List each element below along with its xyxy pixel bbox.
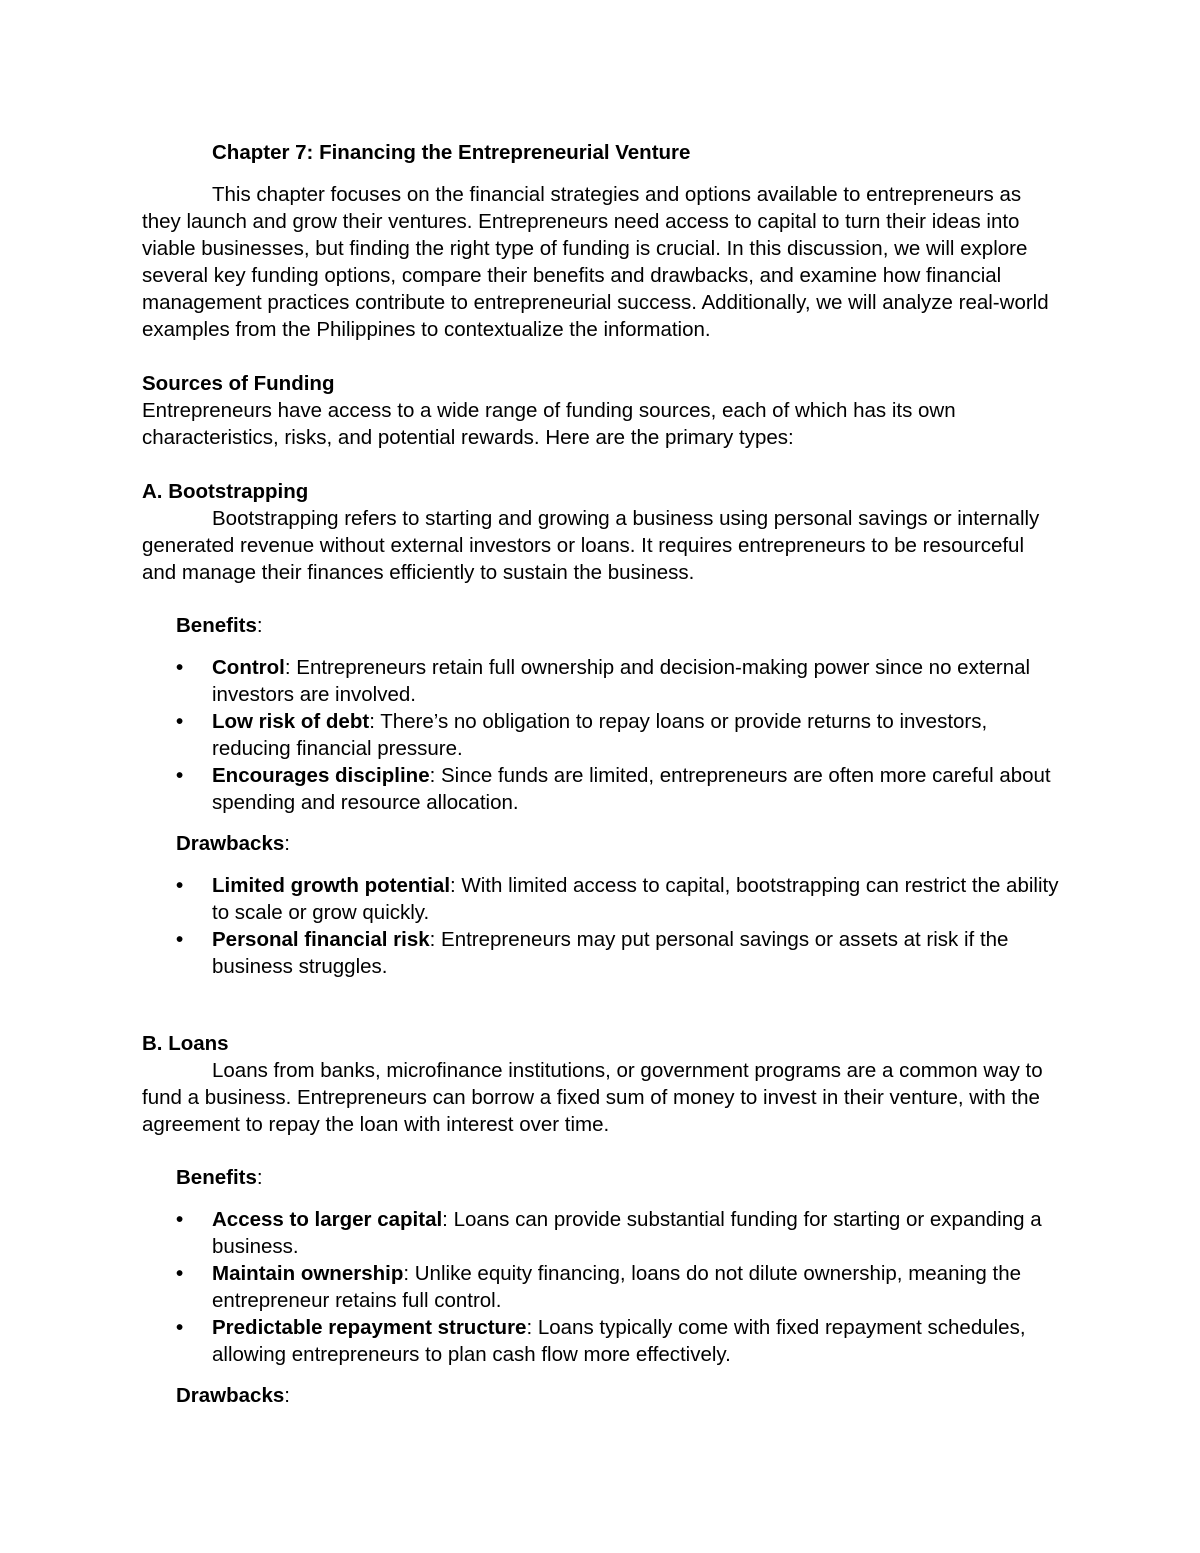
loans-heading: B. Loans [142, 1032, 229, 1055]
bootstrapping-benefits-label: Benefits: [176, 614, 263, 637]
bootstrapping-drawbacks-list [142, 872, 1060, 980]
bullet-icon: • [176, 928, 184, 951]
list-item: • Access to larger capital: Loans can provide substantial funding for starting or expanding a business. [176, 1208, 1042, 1258]
loans-drawbacks-label: Drawbacks: [176, 1384, 290, 1407]
list-item: • Maintain ownership: Unlike equity financing, loans do not dilute ownership, meaning the entrepreneur retains full control. [176, 1262, 1022, 1312]
loans-paragraph: Loans from banks, microfinance institutions, or government programs are a common way to fund a business. Entrepreneurs can borrow a fixed sum of money to invest in their venture, with the agreement to repay the loan with interest over time. [142, 1059, 1043, 1136]
bootstrapping-benefits-list [142, 654, 1060, 816]
bullet-icon: • [176, 1262, 184, 1285]
list-item: • Predictable repayment structure: Loans typically come with fixed repayment schedules, allowing entrepreneurs to plan cash flow more effectively. [176, 1316, 1026, 1366]
bootstrapping-drawbacks-label: Drawbacks: [176, 832, 290, 855]
sources-paragraph: Entrepreneurs have access to a wide range of funding sources, each of which has its own characteristics, risks, and potential rewards. Here are the primary types: [142, 399, 956, 449]
bullet-icon: • [176, 1316, 184, 1339]
intro-paragraph: This chapter focuses on the financial strategies and options available to entrepreneurs as they launch and grow their ventures. Entrepreneurs need access to capital to turn their ideas into viable businesses, but finding the right type of funding is crucial. In this discussion, we will explore several key funding options, compare their benefits and drawbacks, and examine how financial management practices contribute to entrepreneurial success. Additionally, we will analyze real-world examples from the Philippines to contextualize the information. [142, 183, 1049, 341]
sources-heading: Sources of Funding [142, 372, 335, 395]
list-item: • Control: Entrepreneurs retain full ownership and decision-making power since no external investors are involved. [176, 656, 1031, 706]
bootstrapping-paragraph: Bootstrapping refers to starting and growing a business using personal savings or internally generated revenue without external investors or loans. It requires entrepreneurs to be resourceful and manage their finances efficiently to sustain the business. [142, 507, 1040, 584]
loans-benefits-label: Benefits: [176, 1166, 263, 1189]
bullet-icon: • [176, 764, 184, 787]
bullet-icon: • [176, 1208, 184, 1231]
bullet-icon: • [176, 874, 184, 897]
bullet-icon: • [176, 710, 184, 733]
list-item: • Personal financial risk: Entrepreneurs may put personal savings or assets at risk if the business struggles. [176, 928, 1009, 978]
document-body [142, 138, 1060, 1409]
list-item: • Limited growth potential: With limited access to capital, bootstrapping can restrict the ability to scale or grow quickly. [176, 874, 1059, 924]
loans-benefits-list [142, 1206, 1060, 1368]
chapter-title: Chapter 7: Financing the Entrepreneurial Venture [212, 141, 691, 164]
list-item: • Low risk of debt: There’s no obligation to repay loans or provide returns to investors, reducing financial pressure. [176, 710, 988, 760]
bullet-icon: • [176, 656, 184, 679]
list-item: • Encourages discipline: Since funds are limited, entrepreneurs are often more careful about spending and resource allocation. [176, 764, 1051, 814]
bootstrapping-heading: A. Bootstrapping [142, 480, 309, 503]
